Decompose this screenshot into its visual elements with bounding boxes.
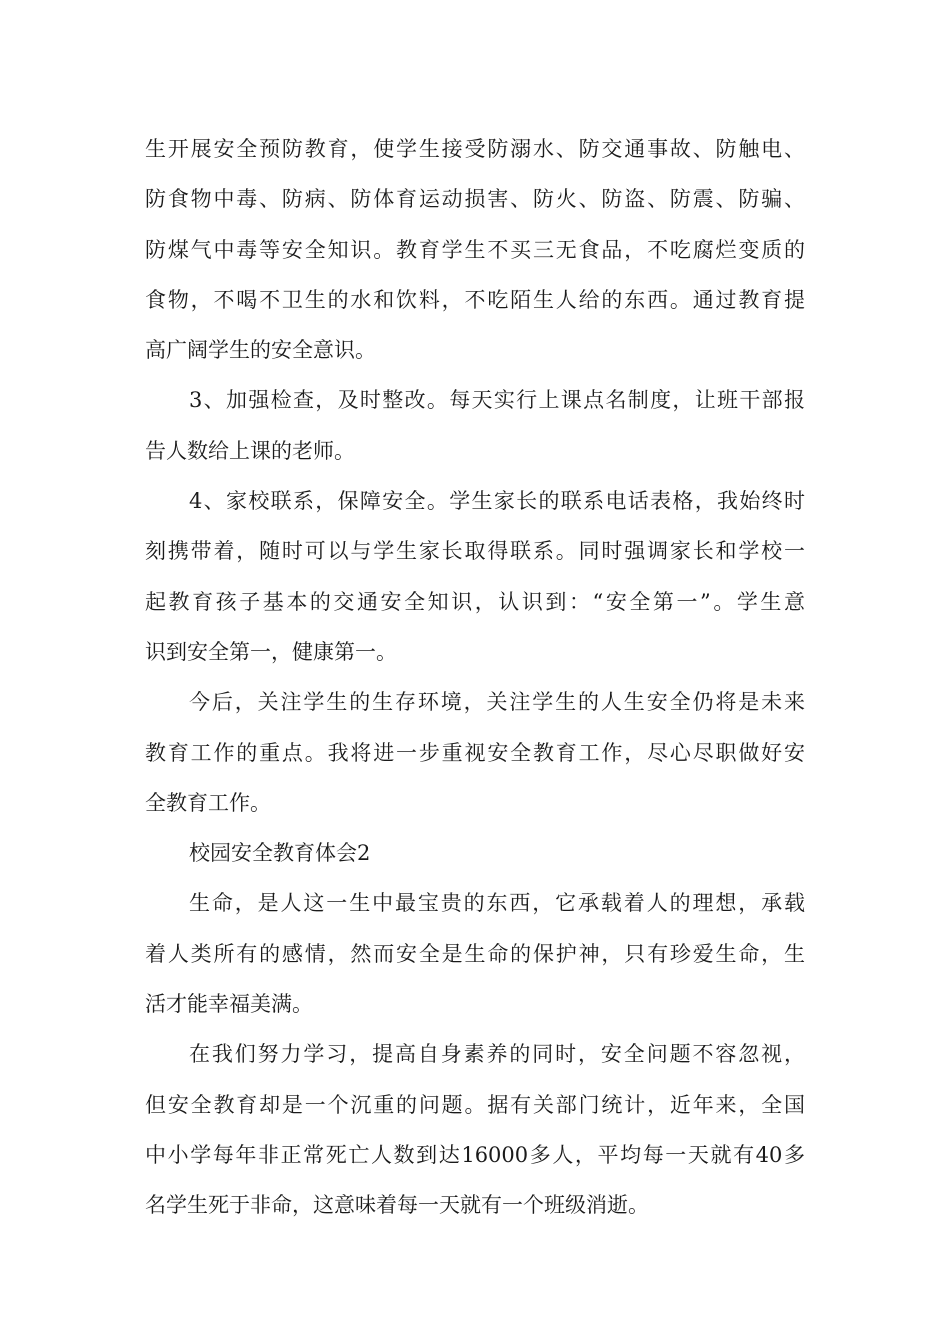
text-line: 防食物中毒、防病、防体育运动损害、防火、防盗、防震、防骗、 xyxy=(145,187,805,212)
text-line: 但安全教育却是一个沉重的问题。据有关部门统计，近年来，全国 xyxy=(145,1092,805,1117)
text-line: 4、家校联系，保障安全。学生家长的联系电话表格，我始终时 xyxy=(189,489,805,514)
text-line: 防煤气中毒等安全知识。教育学生不买三无食品，不吃腐烂变质的 xyxy=(145,237,805,262)
text-line: 教育工作的重点。我将进一步重视安全教育工作，尽心尽职做好安 xyxy=(145,740,805,765)
body-text xyxy=(145,124,805,1231)
section-heading: 校园安全教育体会2 xyxy=(189,841,371,866)
text-line: 食物，不喝不卫生的水和饮料，不吃陌生人给的东西。通过教育提 xyxy=(145,287,805,312)
text-line: 生命，是人这一生中最宝贵的东西，它承载着人的理想，承载 xyxy=(189,891,805,916)
text-line: 活才能幸福美满。 xyxy=(145,992,313,1017)
text-line: 生开展安全预防教育，使学生接受防溺水、防交通事故、防触电、 xyxy=(145,137,805,161)
text-line: 今后，关注学生的生存环境，关注学生的人生安全仍将是未来 xyxy=(189,690,805,715)
text-line: 告人数给上课的老师。 xyxy=(145,438,355,463)
text-line: 中小学每年非正常死亡人数到达16000多人，平均每一天就有40多 xyxy=(145,1142,805,1167)
text-line: 全教育工作。 xyxy=(145,790,271,815)
text-line: 着人类所有的感情，然而安全是生命的保护神，只有珍爱生命，生 xyxy=(145,941,805,966)
text-line: 识到安全第一，健康第一。 xyxy=(145,639,397,664)
text-line: 刻携带着，随时可以与学生家长取得联系。同时强调家长和学校一 xyxy=(145,539,805,564)
text-line: 高广阔学生的安全意识。 xyxy=(145,338,376,363)
text-line: 3、加强检查，及时整改。每天实行上课点名制度，让班干部报 xyxy=(189,388,805,413)
text-line: 起教育孩子基本的交通安全知识，认识到：“安全第一”。学生意 xyxy=(145,589,805,614)
text-line: 名学生死于非命，这意味着每一天就有一个班级消逝。 xyxy=(145,1193,649,1218)
text-line: 在我们努力学习，提高自身素养的同时，安全问题不容忽视， xyxy=(189,1042,805,1067)
